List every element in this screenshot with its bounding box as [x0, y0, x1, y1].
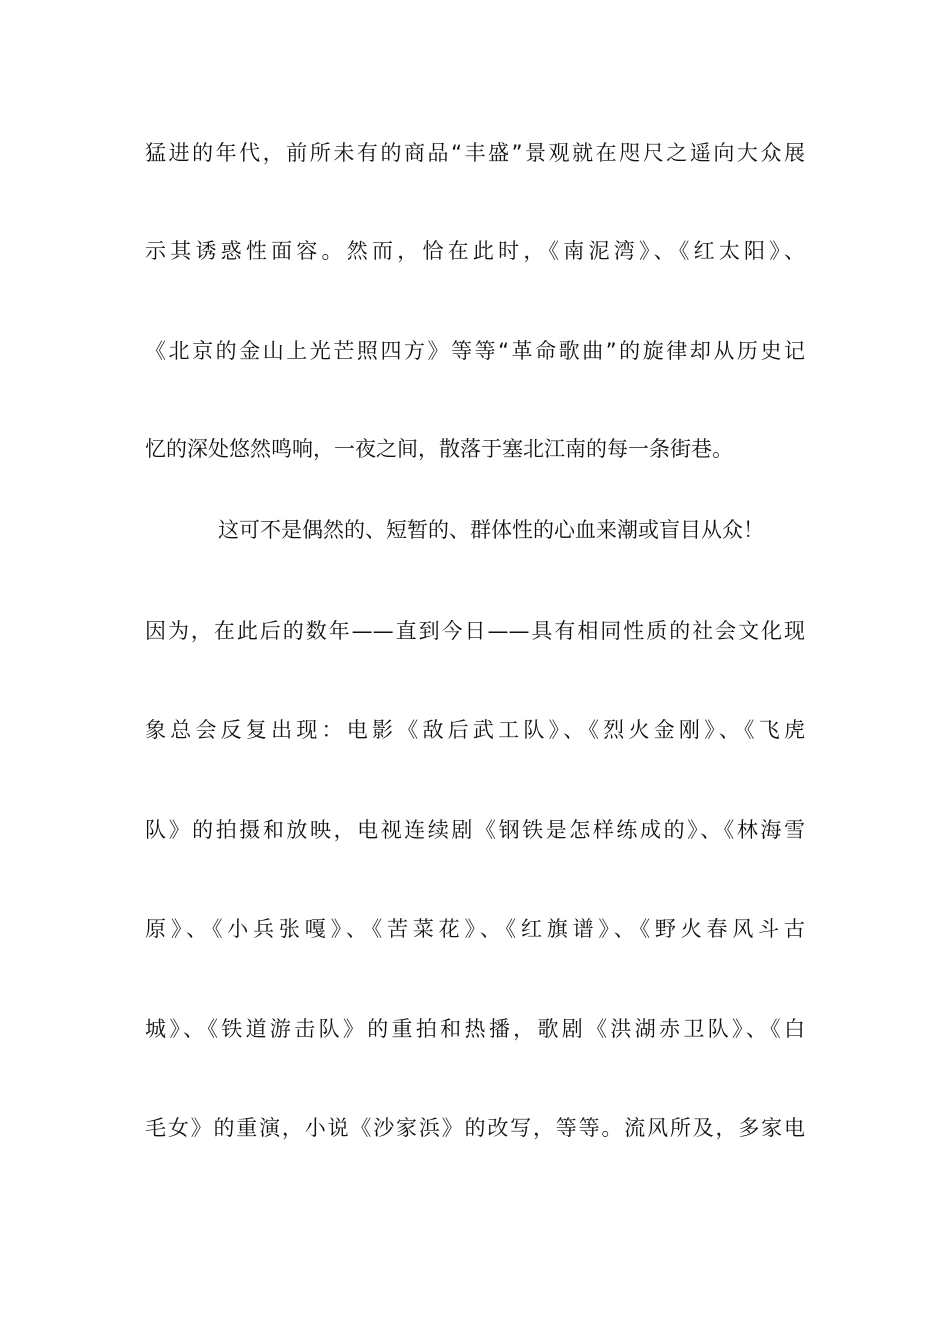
- text-line-9: 原》、《小兵张嘎》、《苦菜花》、《红旗谱》、《野火春风斗古: [145, 917, 805, 941]
- text-line-6: 因为，在此后的数年——直到今日——具有相同性质的社会文化现: [145, 619, 805, 643]
- text-line-10: 城》、《铁道游击队》的重拍和热播，歌剧《洪湖赤卫队》、《白: [145, 1017, 805, 1041]
- text-line-8: 队》的拍摄和放映，电视连续剧《钢铁是怎样练成的》、《林海雪: [145, 818, 805, 842]
- paragraph-2-first-line: 这可不是偶然的、短暂的、群体性的心血来潮或盲目从众！: [218, 518, 764, 542]
- text-line-2: 示其诱惑性面容。然而，恰在此时，《南泥湾》、《红太阳》、: [145, 239, 805, 263]
- text-line-3: 《北京的金山上光芒照四方》等等“革命歌曲”的旋律却从历史记: [145, 339, 805, 363]
- text-line-4: 忆的深处悠然鸣响，一夜之间，散落于塞北江南的每一条街巷。: [145, 437, 733, 461]
- text-line-7: 象总会反复出现：电影《敌后武工队》、《烈火金刚》、《飞虎: [145, 718, 805, 742]
- text-line-11: 毛女》的重演，小说《沙家浜》的改写，等等。流风所及，多家电: [145, 1116, 805, 1140]
- text-line-1: 猛进的年代，前所未有的商品“丰盛”景观就在咫尺之遥向大众展: [145, 141, 805, 165]
